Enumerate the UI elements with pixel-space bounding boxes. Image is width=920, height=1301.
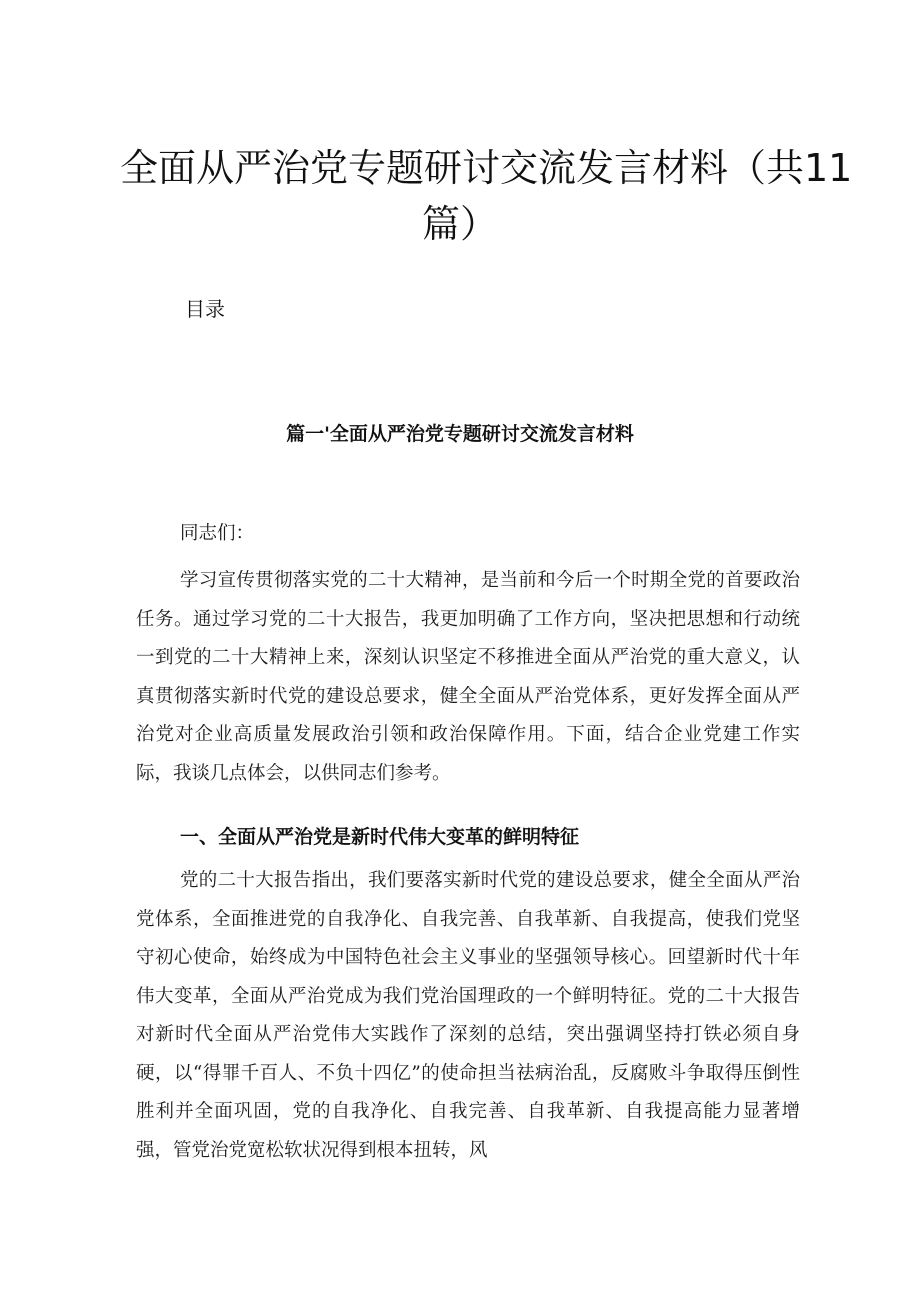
section-heading-1: 一、全面从严治党是新时代伟大变革的鲜明特征 (180, 826, 580, 848)
document-title (120, 140, 853, 252)
document-title-line-2: 篇） (421, 202, 498, 246)
paragraph-1 (136, 562, 800, 793)
paragraph-2-text: 党的二十大报告指出，我们要落实新时代党的建设总要求，健全全面从严治党体系，全面推进党的自我净化、自我完善、自我革新、自我提高，使我们党坚守初心使命，始终成为中国特色社会主义事业的坚强领导核心。回望新时代十年伟大变革，全面从严治党成为我们党治国理政的一个鲜明特征。党的二十大报告对新时代全面从严治党伟大实践作了深刻的总结，突出强调坚持打铁必须自身硬，以“得罪千百人、不负十四亿”的使命担当祛病治乱，反腐败斗争取得压倒性胜利并全面巩固，党的自我净化、自我完善、自我革新、自我提高能力显著增强，管党治党宽松软状况得到根本扭转，风 (136, 870, 800, 1161)
paragraph-2 (136, 862, 800, 1170)
document-title-line-1: 全面从严治党专题研讨交流发言材料（共11 (120, 146, 853, 190)
paragraph-1-text: 学习宣传贯彻落实党的二十大精神，是当前和今后一个时期全党的首要政治任务。通过学习党的二十大报告，我更加明确了工作方向，坚决把思想和行动统一到党的二十大精神上来，深刻认识坚定不移推进全面从严治党的重大意义，认真贯彻落实新时代党的建设总要求，健全全面从严治党体系，更好发挥全面从严治党对企业高质量发展政治引领和政治保障作用。下面，结合企业党建工作实际，我谈几点体会，以供同志们参考。 (136, 570, 800, 784)
section-title: 篇一'全面从严治党专题研讨交流发言材料 (286, 423, 634, 445)
table-of-contents-label: 目录 (185, 297, 225, 321)
salutation: 同志们： (180, 523, 255, 544)
